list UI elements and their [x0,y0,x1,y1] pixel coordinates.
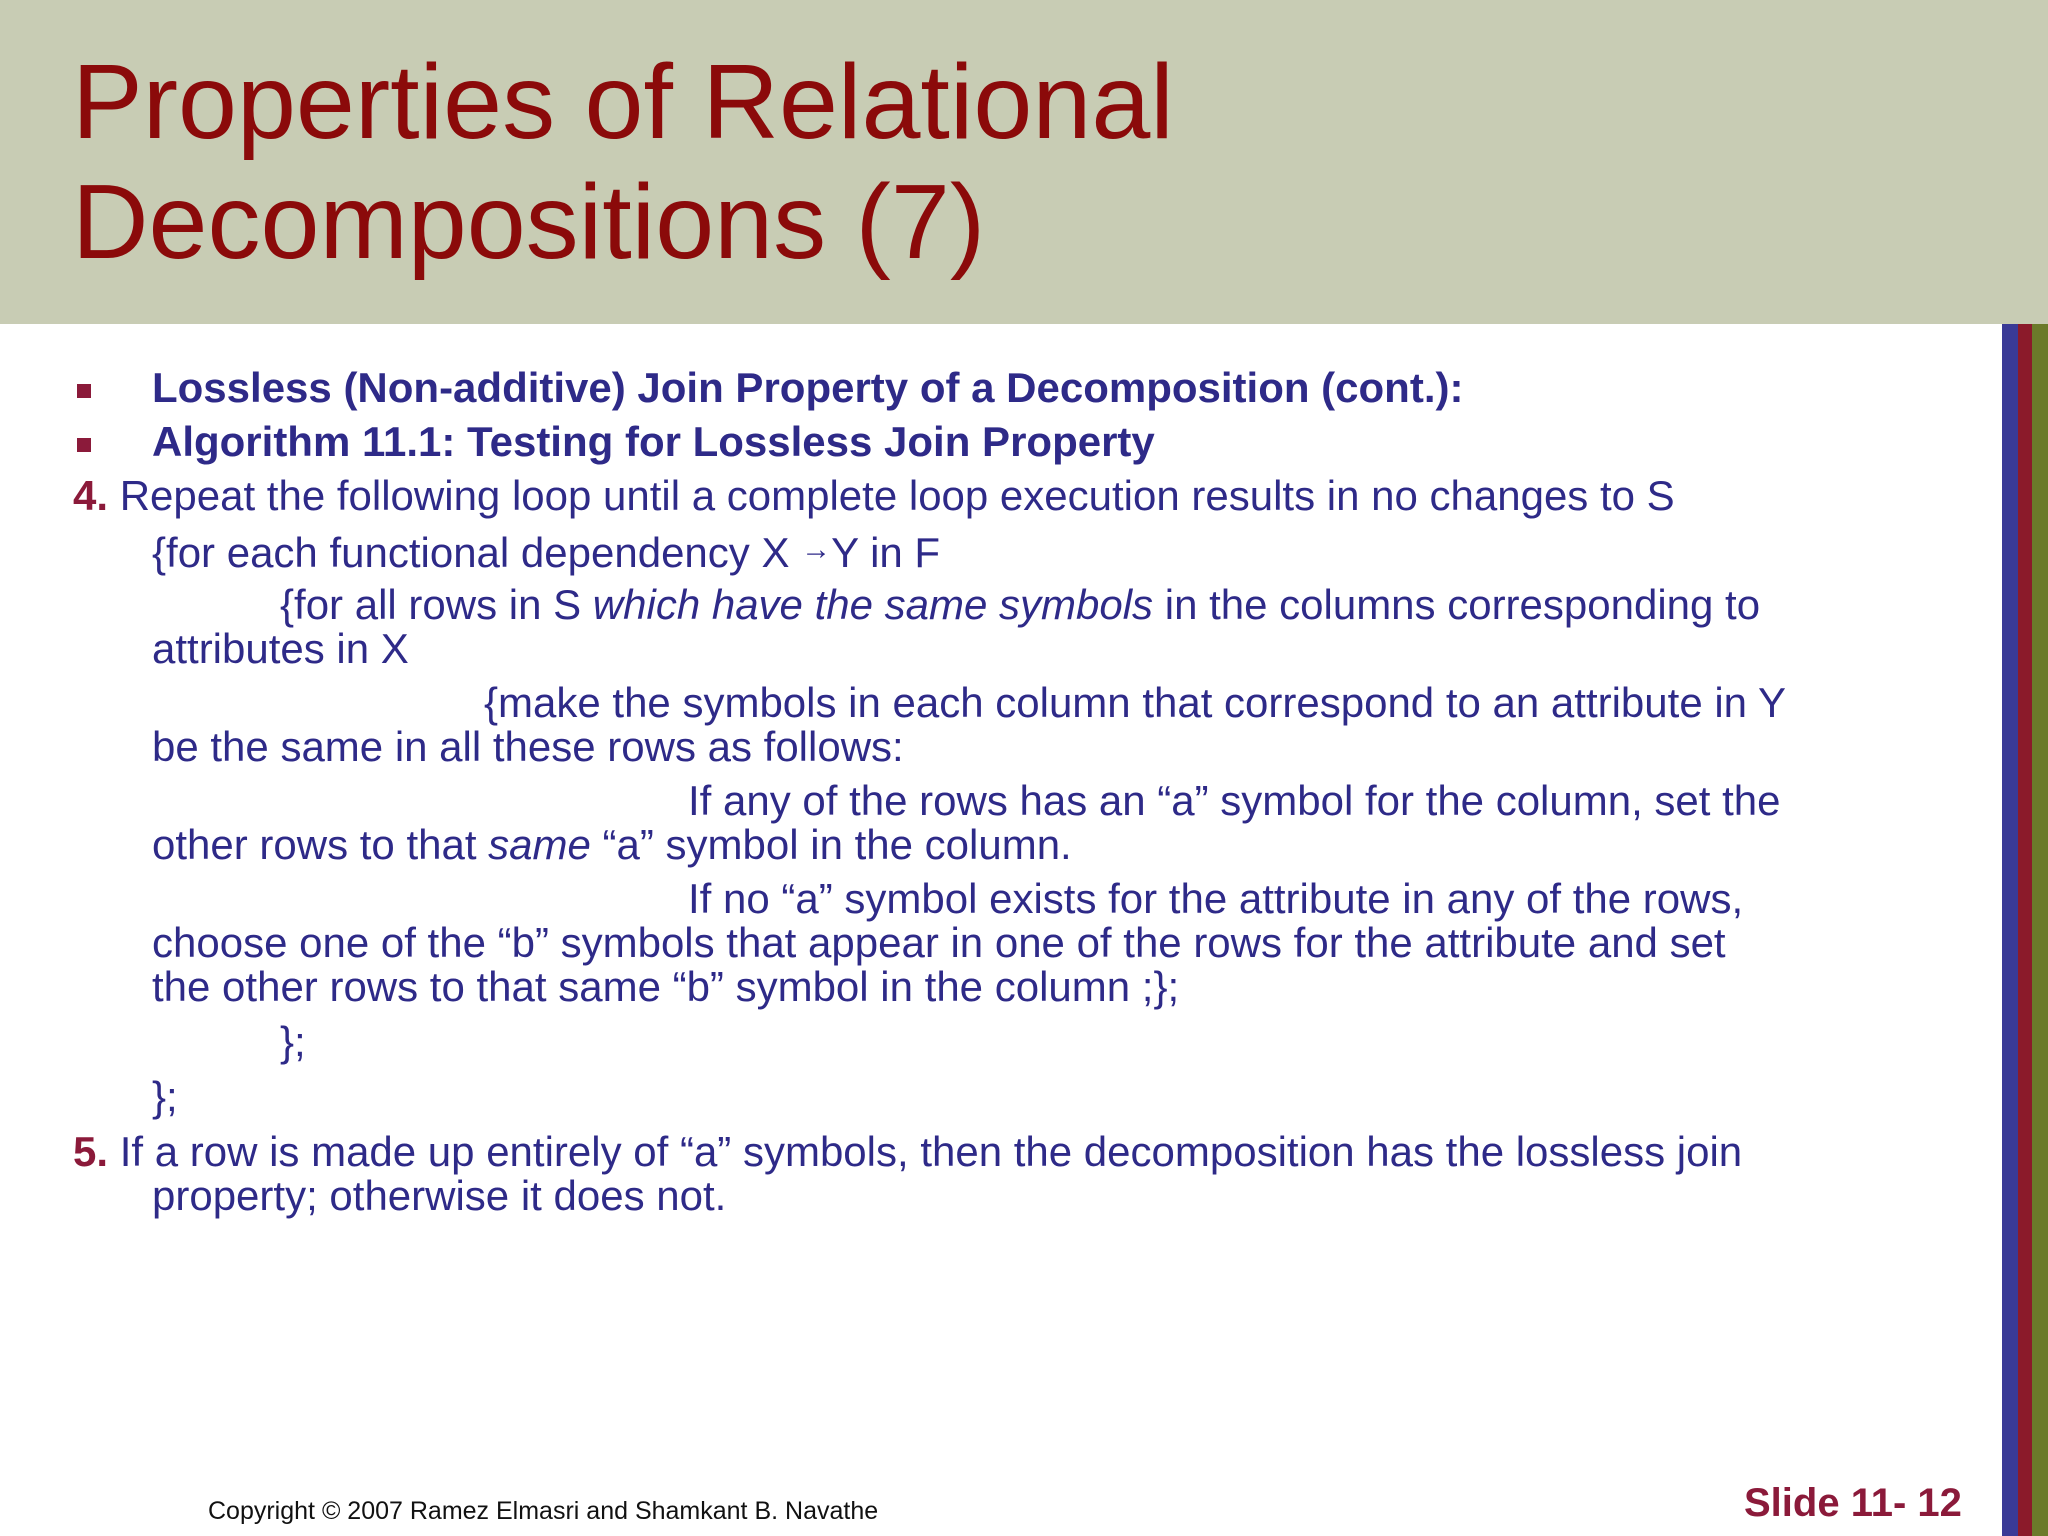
if-no-a-symbol-continuation: choose one of the “b” symbols that appear in one of the rows for the attribute and set [152,919,1726,966]
if-no-a-symbol-line: If no “a” symbol exists for the attribute in any of the rows, [688,875,1744,922]
if-a-symbol-line: If any of the rows has an “a” symbol for the column, set the [688,777,1781,824]
slide-title-line-1: Properties of Relational [72,43,1174,161]
bullet-item: Lossless (Non-additive) Join Property of a Decomposition (cont.): [152,364,1464,411]
make-symbols-line: {make the symbols in each column that correspond to an attribute in Y [484,679,1786,726]
for-all-rows-text-end: in the columns corresponding to [1153,581,1761,628]
for-each-fd-text: {for each functional dependency X [152,529,802,576]
accent-stripe-green [2032,324,2048,1536]
slide-title [72,42,1174,282]
accent-stripe-red [2018,324,2032,1536]
step-5-number: 5. [73,1128,109,1175]
if-a-symbol-text: other rows to that [152,821,489,868]
for-all-rows-line [280,583,1760,627]
step-4-text: Repeat the following loop until a complete loop execution results in no changes to S [108,472,1675,519]
slide-title-line-2: Decompositions (7) [72,163,986,281]
copyright-notice: Copyright © 2007 Ramez Elmasri and Shamkant B. Navathe [208,1497,879,1525]
for-all-rows-italic: which have the same symbols [592,581,1154,628]
for-all-rows-text: {for all rows in S [280,581,593,628]
for-all-rows-continuation: attributes in X [152,625,409,672]
arrow-icon: → [801,533,832,566]
for-each-fd-line [152,528,940,575]
bullet-marker [77,384,91,398]
step-4-number: 4. [73,472,109,519]
if-no-a-symbol-continuation-2: the other rows to that same “b” symbol in the column ;}; [152,963,1180,1010]
if-a-symbol-italic: same [488,821,591,868]
close-inner-brace: }; [280,1018,306,1065]
bullet-item: Algorithm 11.1: Testing for Lossless Join Property [152,418,1155,465]
step-5-line [73,1130,1742,1174]
close-outer-brace: }; [152,1073,178,1120]
step-4-line [73,474,1675,518]
step-5-text: If a row is made up entirely of “a” symbols, then the decomposition has the lossless join [108,1128,1743,1175]
for-each-fd-text-end: Y in F [831,529,941,576]
make-symbols-continuation: be the same in all these rows as follows: [152,723,904,770]
bullet-marker [77,438,91,452]
accent-stripe-blue [2002,324,2018,1536]
if-a-symbol-text-end: “a” symbol in the column. [590,821,1072,868]
if-a-symbol-continuation [152,823,1072,867]
step-5-continuation: property; otherwise it does not. [152,1172,727,1219]
slide-number: Slide 11- 12 [1744,1481,1962,1525]
